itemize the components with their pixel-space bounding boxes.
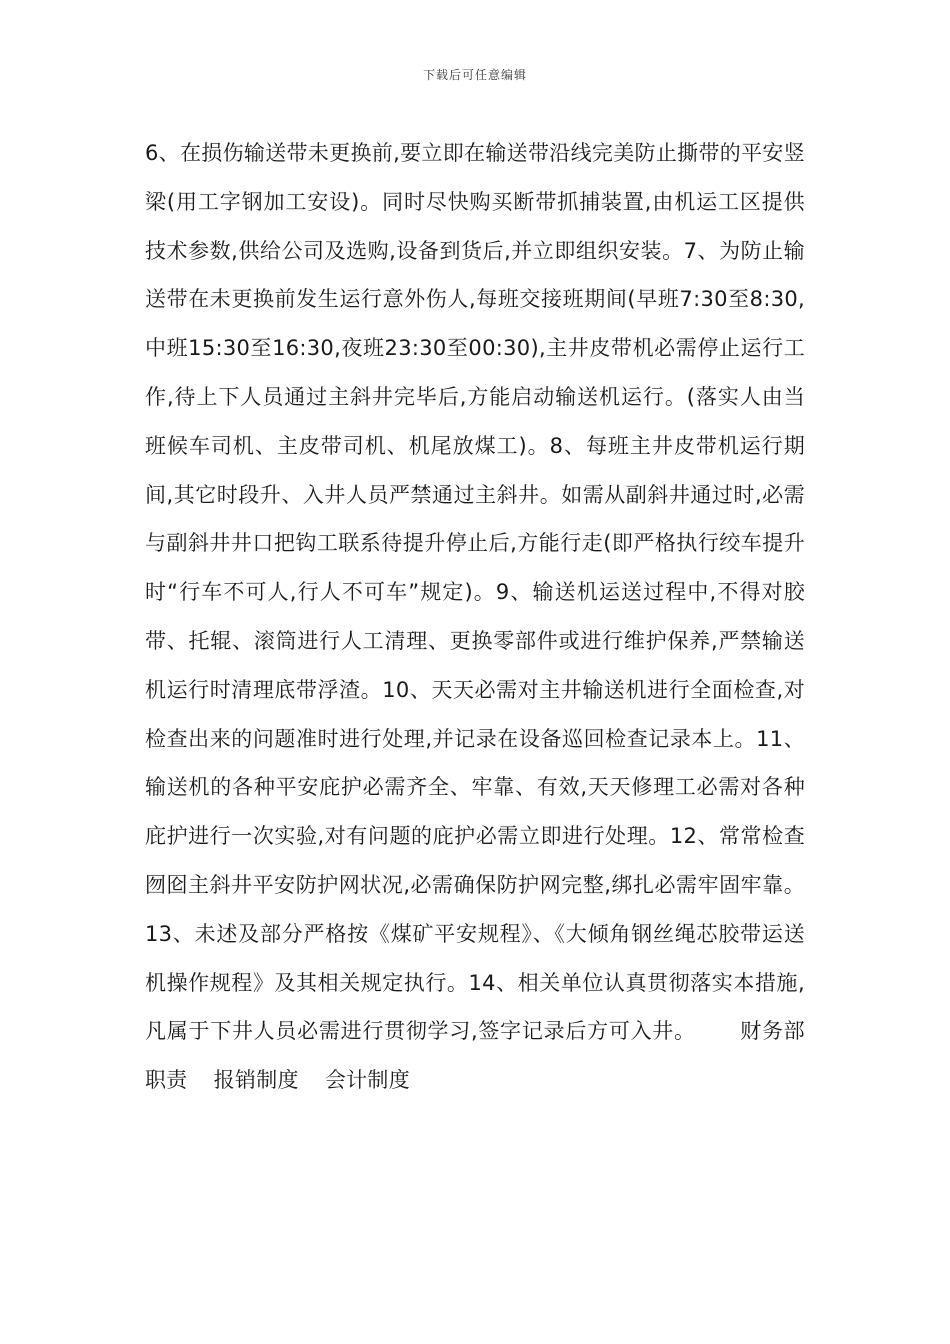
tail-item-reimbursement-policy: 报销制度 [213,1068,299,1093]
tail-item-accounting-policy: 会计制度 [324,1068,411,1093]
tail-item-finance-duties: 财务部职责 [145,1019,805,1093]
paragraph-text: 6、在损伤输送带未更换前,要立即在输送带沿线完美防止撕带的平安竖梁(用工字钢加工安设)。同时尽快购买断带抓捕装置,由机运工区提供技术参数,供给公司及选购,设备到货后,并立即组织安装。7、为防止输送带在未更换前发生运行意外伤人,每班交接班期间(早班7:30至8:30,中班15:30至16:30,夜班23:30至00:30),主井皮带机必需停止运行工作,待上下人员通过主斜井完毕后,方能启动输送机运行。(落实人由当班候车司机、主皮带司机、机尾放煤工)。8、每班主井皮带机运行期间,其它时段升、入井人员严禁通过主斜井。如需从副斜井通过时,必需与副斜井井口把钩工联系待提升停止后,方能行走(即严格执行绞车提升时“行车不可人,行人不可车”规定)。9、输送机运送过程中,不得对胶带、托辊、滚筒进行人工清理、更换零部件或进行维护保养,严禁输送机运行时清理底带浮渣。10、天天必需对主井输送机进行全面检查,对检查出来的问题准时进行处理,并记录在设备巡回检查记录本上。11、输送机的各种平安庇护必需齐全、牢靠、有效,天天修理工必需对各种庇护进行一次实验,对有问题的庇护必需立即进行处理。12、常常检查囫囵主斜井平安防护网状况,必需确保防护网完整,绑扎必需牢固牢靠。13、未述及部分严格按《煤矿平安规程》、《大倾角钢丝绳芯胶带运送机操作规程》及其相关规定执行。14、相关单位认真贯彻落实本措施,凡属于下井人员必需进行贯彻学习,签字记录后方可入井。 [145,141,805,1044]
page-header: 下载后可任意编辑 [422,68,527,82]
body-paragraph [145,129,805,1105]
